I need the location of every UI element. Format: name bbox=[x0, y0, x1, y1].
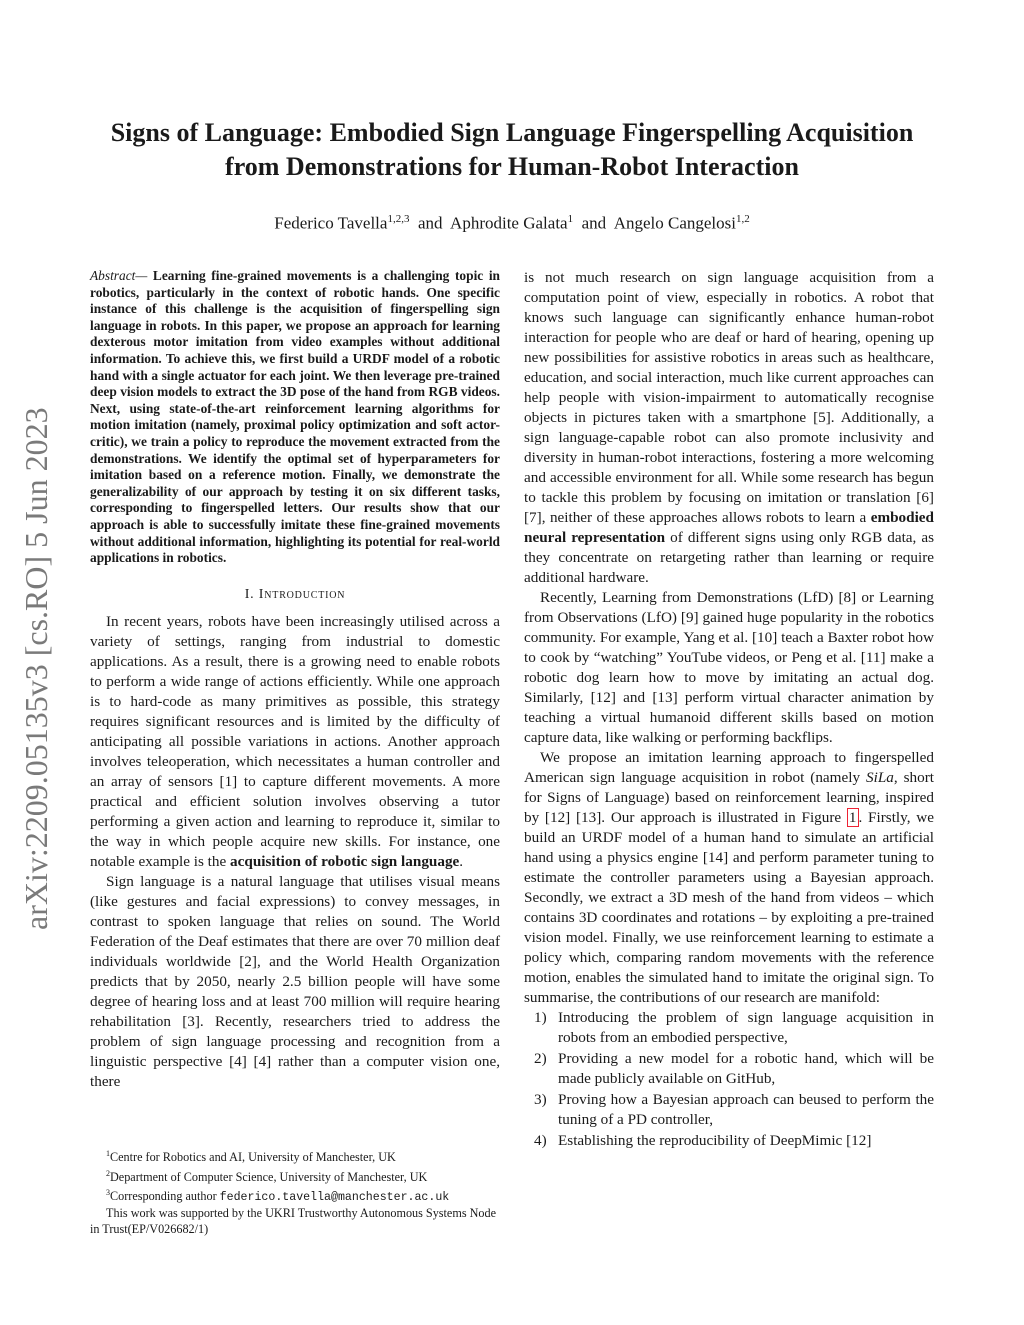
section-heading-introduction bbox=[90, 585, 500, 605]
section-title: Introduction bbox=[258, 586, 346, 602]
left-column bbox=[90, 268, 500, 1092]
right-column bbox=[524, 268, 934, 1152]
corresponding-email-link[interactable]: federico.tavella@manchester.ac.uk bbox=[219, 1191, 450, 1205]
author-1: Federico Tavella bbox=[274, 213, 388, 233]
arxiv-sidebar bbox=[16, 370, 64, 930]
author-sep-2: and bbox=[581, 213, 607, 233]
footnote-2 bbox=[90, 1166, 500, 1186]
footnote-funding: This work was supported by the UKRI Trustworthy Autonomous Systems Node in Trust(EP/V026682/1) bbox=[90, 1205, 497, 1236]
list-item bbox=[524, 1131, 934, 1151]
intro-paragraph-1 bbox=[90, 612, 500, 872]
author-3: Angelo Cangelosi bbox=[613, 213, 736, 233]
paper-title: Signs of Language: Embodied Sign Language Fingerspelling Acquisition from Demonstrations for Human-Robot Interaction bbox=[110, 118, 914, 181]
footnote-3 bbox=[90, 1185, 500, 1206]
intro-p1-emphasis: acquisition of robotic sign language bbox=[230, 852, 460, 870]
list-item-text: Providing a new model for a robotic hand, which will be made publicly available on GitHub, bbox=[558, 1050, 934, 1087]
footnote-1-text: Centre for Robotics and AI, University of Manchester, UK bbox=[110, 1150, 396, 1165]
contributions-list bbox=[524, 1008, 934, 1151]
list-item-text: Proving how a Bayesian approach can beused to perform the tuning of a PD controller, bbox=[558, 1091, 934, 1128]
abstract-label: Abstract— bbox=[90, 268, 148, 283]
author-1-affil: 1,2,3 bbox=[387, 213, 410, 225]
right-p3-text-c: . Firstly, we build an URDF model of a human hand to simulate an artificial hand using a physics engine [14] and perform parameter tuning to estimate the controller parameters using a Bayesian approach. Secondly, we extract a 3D mesh of the hand from videos – which contains 3D coordinates and rotations – by exploiting a pre-trained vision model. Finally, we use reinforcement learning to estimate a policy which, comparing random movements with the reference motion, enables the simulated hand to imitate the original sign. To summarise, the contributions of our research are manifold: bbox=[524, 809, 934, 1006]
right-paragraph-3 bbox=[524, 748, 934, 1008]
footnote-1-mark: 1 bbox=[106, 1149, 110, 1158]
author-3-affil: 1,2 bbox=[736, 213, 750, 225]
list-item-number: 1) bbox=[534, 1009, 547, 1026]
intro-paragraph-2: Sign language is a natural language that utilises visual means (like gestures and facial expressions) to convey messages, in contrast to spoken language that relies on sound. The World Federation of the Deaf estimates that there are over 70 million deaf individuals worldwide [2], and the World Health Organization predicts that by 2050, nearly 2.5 billion people will have some degree of hearing loss and at least 700 million will require hearing rehabilitation [3]. Recently, researchers tried to address the problem of sign language processing and recognition from a linguistic perspective [4] [4] rather than a computer vision one, there bbox=[90, 872, 500, 1090]
section-number: I. bbox=[244, 586, 255, 602]
footnote-3-text: Corresponding author bbox=[110, 1189, 220, 1204]
list-item-number: 4) bbox=[534, 1132, 547, 1149]
arxiv-identifier: arXiv:2209.05135v3 [cs.RO] 5 Jun 2023 bbox=[18, 407, 54, 930]
intro-p1-end: . bbox=[459, 852, 464, 870]
right-p1-text: is not much research on sign language acquisition from a computation point of view, especially in robotics. A robot that knows such language can significantly enhance human-robot interaction for people who are deaf or hard of hearing, opening up new possibilities for assistive robotics in areas such as healthcare, education, and social interaction, much like current approaches can help people with vision-impairment to automatically recognise objects in pictures taken with a smartphone [5]. Additionally, a sign language-capable robot can also promote inclusivity and diversity in human-robot interactions, fostering a more welcoming and accessible environment for all. While some research has begun to tackle this problem by focusing on imitation or translation [6] [7], neither of these approaches allows robots to learn a bbox=[524, 269, 934, 526]
sila-term: SiLa bbox=[866, 769, 894, 786]
right-p3-text-a: We propose an imitation learning approach to fingerspelled American sign language acquisition in robot (namely bbox=[524, 749, 934, 786]
intro-p1-text: In recent years, robots have been increasingly utilised across a variety of settings, ranging from industrial to domestic applications. As a result, there is a growing need to enable robots to perform a wide range of actions efficiently. While one approach is to hard-code as many primitives as possible, this strategy requires significant resources and is limited by the difficulty of anticipating all possible variations in actions. Another approach involves teleoperation, which necessitates a human controller and an array of sensors [1] to capture different movements. A more practical and efficient solution involves observing a tutor performing a given action and learning to reproduce it, similar to the way in which people acquire new skills. For instance, one notable example is the bbox=[90, 612, 500, 870]
author-list bbox=[90, 207, 934, 236]
right-paragraph-1 bbox=[524, 268, 934, 588]
footnotes bbox=[90, 1146, 500, 1237]
author-2-affil: 1 bbox=[567, 213, 574, 225]
list-item bbox=[524, 1049, 934, 1089]
list-item-number: 2) bbox=[534, 1050, 547, 1067]
right-p3-text-b: , short for Signs of Language) based on reinforcement learning, inspired by [12] [13]. Our approach is illustrated in Figure bbox=[524, 769, 934, 826]
right-p1-emphasis: embodied neural representation bbox=[524, 509, 934, 546]
footnote-3-mark: 3 bbox=[106, 1188, 110, 1198]
author-sep-1: and bbox=[417, 213, 443, 233]
footnote-2-text: Department of Computer Science, University of Manchester, UK bbox=[110, 1169, 428, 1184]
footnote-1 bbox=[90, 1146, 500, 1166]
list-item bbox=[524, 1090, 934, 1130]
figure-1-link[interactable]: 1 bbox=[848, 809, 857, 826]
right-p1-end: of different signs using only RGB data, as they concentrate on retargeting rather than learning or require additional hardware. bbox=[524, 529, 934, 586]
author-2: Aphrodite Galata bbox=[450, 213, 568, 233]
list-item-text: Introducing the problem of sign language acquisition in robots from an embodied perspective, bbox=[558, 1009, 934, 1046]
right-paragraph-2: Recently, Learning from Demonstrations (LfD) [8] or Learning from Observations (LfO) [9] gained huge popularity in the robotics community. For example, Yang et al. [10] teach a Baxter robot how to cook by “watching” YouTube videos, or Peng et al. [11] make a robotic dog learn how to move by imitating an actual dog. Similarly, [12] and [13] perform virtual character animation by teaching a virtual humanoid different skills based on motion capture data, like walking or performing backflips. bbox=[524, 589, 934, 746]
footnote-2-mark: 2 bbox=[106, 1168, 110, 1178]
abstract bbox=[90, 268, 500, 567]
list-item-number: 3) bbox=[534, 1091, 547, 1108]
list-item-text: Establishing the reproducibility of DeepMimic [12] bbox=[558, 1132, 872, 1149]
list-item bbox=[524, 1008, 934, 1048]
abstract-text: Learning fine-grained movements is a challenging topic in robotics, particularly in the context of robotic hands. One specific instance of this challenge is the acquisition of fingerspelling sign language in robots. In this paper, we propose an approach for learning dexterous motor imitation from video examples without additional information. To achieve this, we first build a URDF model of a robotic hand with a single actuator for each joint. We then leverage pre-trained deep vision models to extract the 3D pose of the hand from RGB videos. Next, using state-of-the-art reinforcement learning algorithms for motion imitation (namely, proximal policy optimization and soft actor-critic), we train a policy to reproduce the movement extracted from the demonstrations. We identify the optimal set of hyperparameters for imitation based on a reference motion. Finally, we demonstrate the generalizability of our approach by testing it on six different tasks, corresponding to fingerspelled letters. Our results show that our approach is able to successfully imitate these fine-grained movements without additional information, highlighting its potential for real-world applications in robotics. bbox=[90, 268, 500, 566]
